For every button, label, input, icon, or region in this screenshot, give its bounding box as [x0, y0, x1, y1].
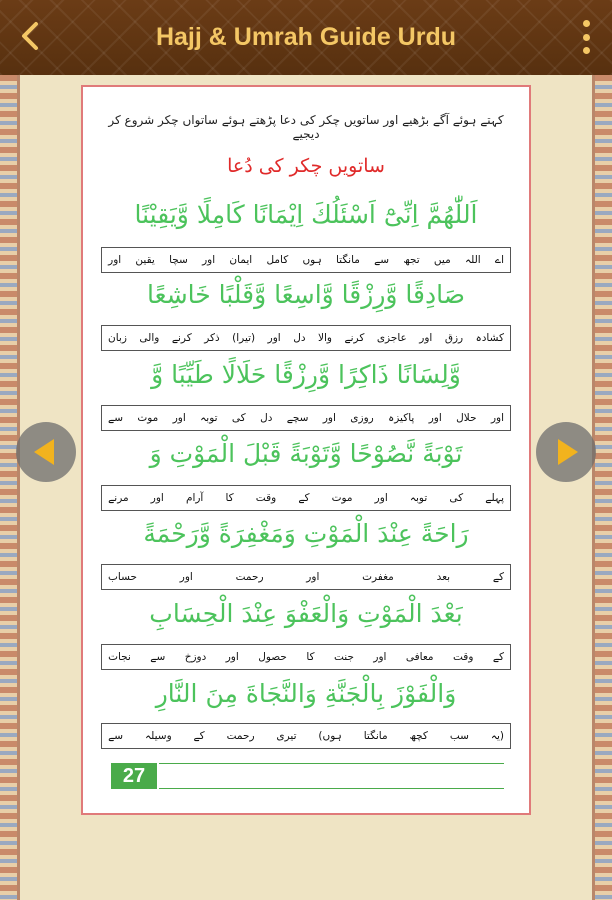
arabic-line: صَادِقًا وَّرِزْقًا وَّاسِعًا وَّقَلْبًا خَاشِعًا [147, 280, 465, 309]
translation-word: (یہ [490, 730, 504, 742]
translation-word: اور [306, 571, 320, 583]
translation-word: ہوں [302, 254, 322, 266]
translation-word: اور [322, 412, 336, 424]
translation-word: معافی [405, 651, 434, 663]
translation-word: اور [374, 492, 388, 504]
translation-word: توبہ [409, 492, 428, 504]
dua-title: ساتویں چکر کی دُعا [227, 155, 385, 177]
kebab-dot-icon [583, 47, 590, 54]
urdu-translation-line [101, 485, 511, 511]
translation-word: مانگتا [363, 730, 388, 742]
translation-word: سے [108, 730, 124, 742]
translation-word: اور [225, 651, 239, 663]
translation-word: کے [298, 492, 310, 504]
translation-word: اور [373, 651, 387, 663]
translation-word: سے [108, 412, 123, 424]
translation-word: عاجزی [376, 332, 407, 344]
translation-word: اللہ [464, 254, 481, 266]
translation-word: مانگتا [335, 254, 360, 266]
translation-word: کچھ [409, 730, 428, 742]
translation-word: اور [419, 332, 433, 344]
translation-word: وقت [255, 492, 277, 504]
page-footer-bar [159, 763, 504, 789]
arabic-line: رَاحَةً عِنْدَ الْمَوْتِ وَمَغْفِرَةً وَّرَحْمَةً [143, 519, 469, 548]
translation-word: موت [137, 412, 159, 424]
translation-word: کے [492, 571, 504, 583]
translation-word: کامل [266, 254, 289, 266]
translation-word: زبان [108, 332, 127, 344]
arabic-line: اَللّٰهُمَّ اِنِّیْٓ اَسْئَلُكَ اِيْمَانًا كَامِلًا وَّيَقِيْنًا [134, 200, 478, 229]
translation-word: دل [260, 412, 273, 424]
app-title: Hajj & Umrah Guide Urdu [155, 23, 457, 51]
translation-word: دل [293, 332, 306, 344]
urdu-translation-line [101, 405, 511, 431]
translation-word: کا [225, 492, 234, 504]
arabic-line: وَالْفَوْزَ بِالْجَنَّةِ وَالنَّجَاةَ مِنَ النَّارِ [155, 679, 457, 708]
translation-word: وسیلہ [144, 730, 172, 742]
translation-word: توبہ [200, 412, 218, 424]
translation-word: اور [490, 412, 504, 424]
decorative-border-right [592, 75, 612, 900]
translation-word: تجھ [403, 254, 420, 266]
intro-text: کہتے ہوئے آگے بڑھیے اور ساتویں چکر کی دعا پڑھتے ہوئے ساتواں چکر شروع کر دیجیے [108, 113, 504, 141]
translation-word: سچا [169, 254, 188, 266]
translation-word: بعد [436, 571, 451, 583]
translation-word: اور [172, 412, 186, 424]
urdu-translation-line [101, 644, 511, 670]
translation-word: پاکیزہ [388, 412, 415, 424]
translation-word: روزی [350, 412, 374, 424]
translation-word: حساب [108, 571, 137, 583]
translation-word: کی [231, 412, 246, 424]
translation-word: سچے [286, 412, 309, 424]
translation-word: اور [179, 571, 193, 583]
translation-word: ہوں) [318, 730, 342, 742]
translation-word: کرنے [344, 332, 365, 344]
kebab-dot-icon [583, 34, 590, 41]
urdu-translation-line [101, 723, 511, 749]
translation-word: اے [494, 254, 504, 266]
translation-word: ایمان [229, 254, 253, 266]
translation-word: والا [317, 332, 332, 344]
back-chevron-icon [14, 18, 50, 54]
translation-word: مرنے [108, 492, 129, 504]
next-page-icon [536, 422, 596, 482]
translation-word: والی [139, 332, 160, 344]
translation-word: اور [150, 492, 164, 504]
translation-word: حلال [456, 412, 477, 424]
translation-word: سے [374, 254, 390, 266]
translation-word: میں [433, 254, 451, 266]
translation-word: دوزخ [184, 651, 207, 663]
arabic-line: بَعْدَ الْمَوْتِ وَالْعَفْوَ عِنْدَ الْحِسَابِ [149, 599, 463, 628]
translation-word: کے [492, 651, 504, 663]
translation-word: آرام [185, 492, 204, 504]
translation-word: کرنے [171, 332, 192, 344]
translation-word: کے [193, 730, 205, 742]
translation-word: سے [150, 651, 166, 663]
next-page-button[interactable] [536, 422, 596, 482]
overflow-menu-button[interactable] [582, 20, 590, 54]
translation-word: رحمت [226, 730, 255, 742]
app-bar [0, 0, 612, 75]
translation-word: کی [449, 492, 464, 504]
arabic-line: وَّلِسَانًا ذَاكِرًا وَّرِزْقًا حَلَالًا طَيِّبًا وَّ [151, 360, 461, 389]
translation-word: تیری [276, 730, 297, 742]
arabic-line: تَوْبَةً نَّصُوْحًا وَّتَوْبَةً قَبْلَ الْمَوْتِ وَ [149, 439, 463, 468]
translation-word: جنت [333, 651, 354, 663]
translation-word: یقین [135, 254, 155, 266]
previous-page-icon [16, 422, 76, 482]
kebab-dot-icon [583, 20, 590, 27]
translation-word: کشادہ [475, 332, 504, 344]
translation-word: (تیرا) [232, 332, 256, 344]
translation-word: رحمت [235, 571, 264, 583]
translation-word: وقت [453, 651, 474, 663]
urdu-translation-line [101, 564, 511, 590]
translation-word: نجات [108, 651, 131, 663]
translation-word: حصول [258, 651, 287, 663]
book-page [81, 85, 531, 815]
back-button[interactable] [14, 18, 50, 54]
translation-word: رزق [444, 332, 464, 344]
translation-word: پہلے [485, 492, 504, 504]
translation-word: اور [267, 332, 281, 344]
translation-word: مغفرت [362, 571, 394, 583]
page-number: 27 [111, 763, 157, 789]
previous-page-button[interactable] [16, 422, 76, 482]
translation-word: اور [108, 254, 122, 266]
decorative-border-left [0, 75, 20, 900]
urdu-translation-line [101, 325, 511, 351]
translation-word: موت [331, 492, 353, 504]
translation-word: ذکر [204, 332, 220, 344]
translation-word: اور [202, 254, 216, 266]
translation-word: اور [428, 412, 442, 424]
translation-word: کا [306, 651, 315, 663]
translation-word: سب [449, 730, 469, 742]
